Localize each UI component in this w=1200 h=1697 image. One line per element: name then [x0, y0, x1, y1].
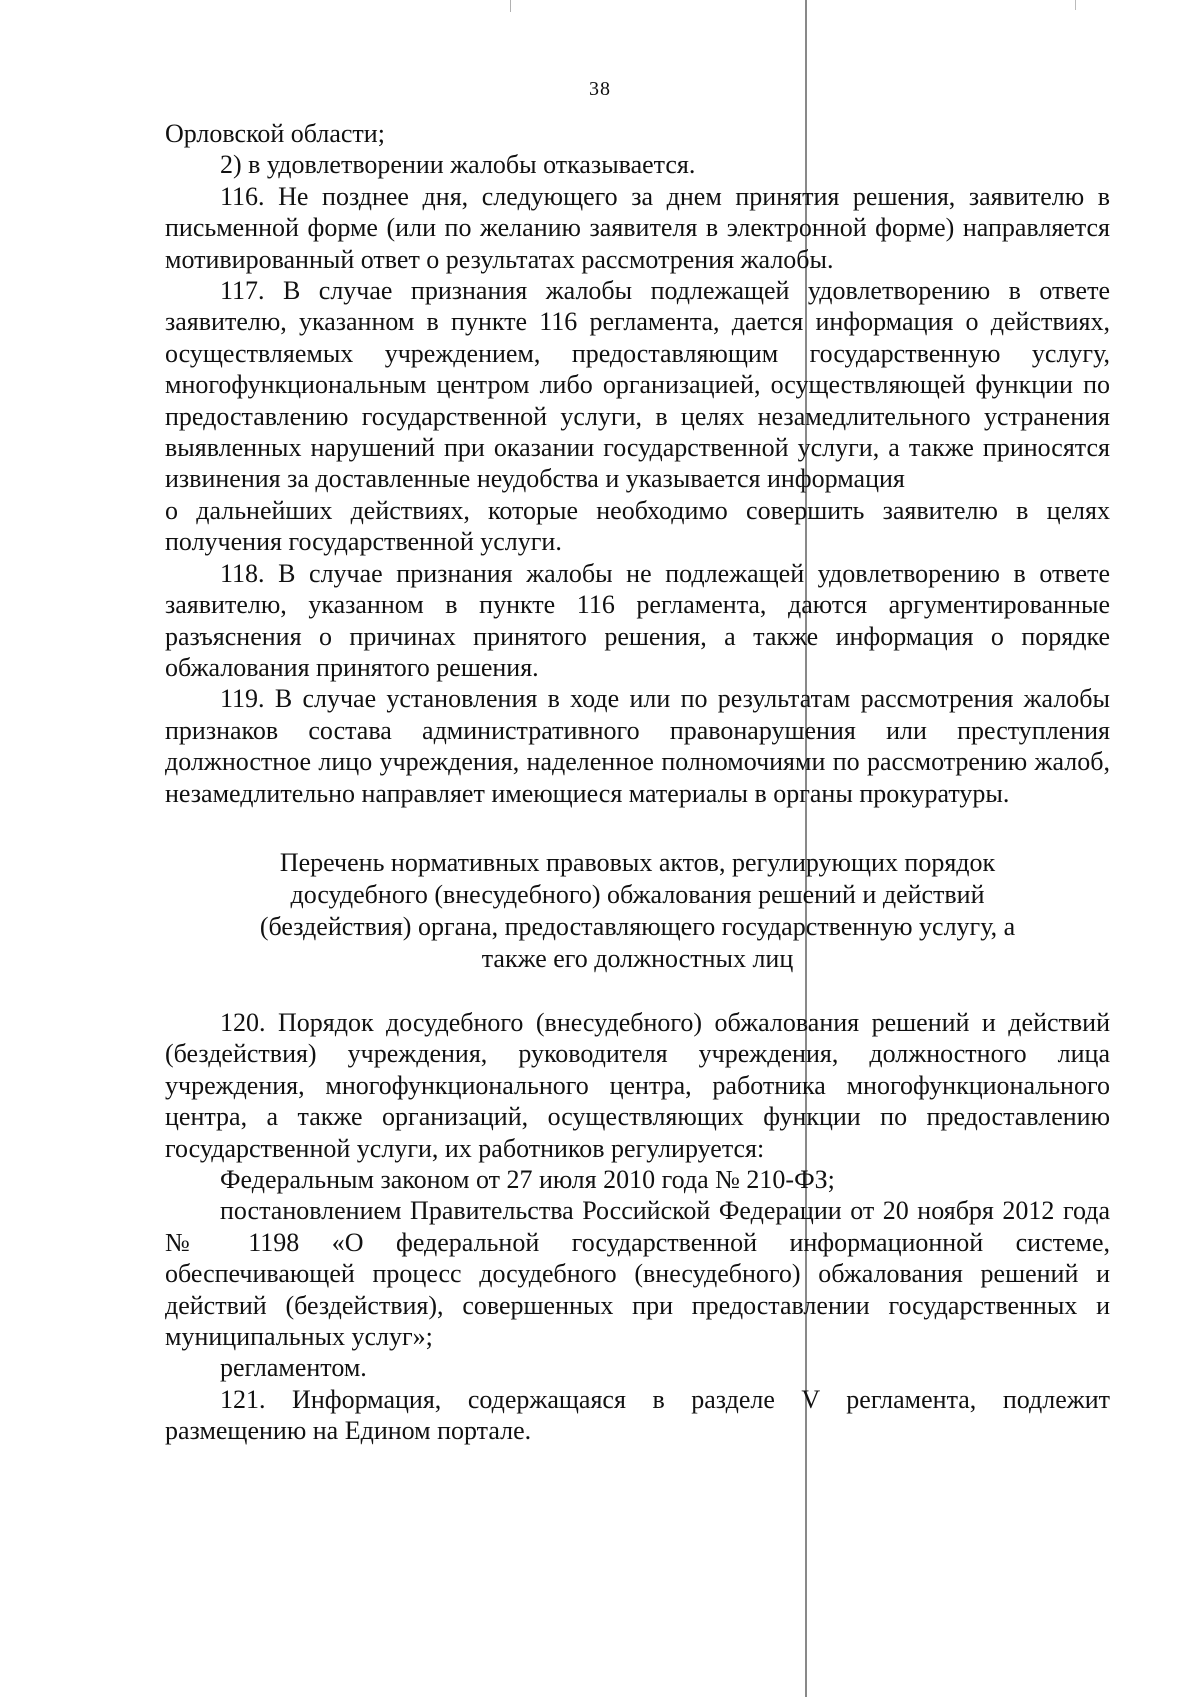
paragraph-121: 121. Информация, содержащаяся в разделе V регламента, подлежит размещению на Едином портале. — [165, 1384, 1110, 1446]
paragraph-federal-law: Федеральным законом от 27 июля 2010 года № 210-ФЗ; — [220, 1164, 835, 1194]
paragraph-118: 118. В случае признания жалобы не подлежащей удовлетворению в ответе заявителю, указанном в пункте 116 регламента, даются аргументированные разъяснения о причинах принятого решения, а также информация о порядке обжалования принятого решения. — [165, 558, 1110, 682]
paragraph-117-continuation: о дальнейших действиях, которые необходимо совершить заявителю в целях получения государственной услуги. — [165, 495, 1110, 557]
paragraph-regulation: регламентом. — [220, 1353, 367, 1383]
page-number: 38 — [589, 78, 611, 100]
paragraph-116: 116. Не позднее дня, следующего за днем принятия решения, заявителю в письменной форме (или по желанию заявителя в электронной форме) направляется мотивированный ответ о результатах рассмотрения жалобы. — [165, 181, 1110, 274]
document-body — [165, 118, 1110, 1447]
scan-artifact-mark — [1075, 0, 1076, 10]
paragraph-item-2: 2) в удовлетворении жалобы отказывается. — [220, 150, 696, 180]
paragraph-119: 119. В случае установления в ходе или по результатам рассмотрения жалобы признаков состава административного правонарушения или преступления должностное лицо учреждения, наделенное полномочиями по рассмотрению жалоб, незамедлительно направляет имеющиеся материалы в органы прокуратуры. — [165, 684, 1110, 808]
paragraph-117: 117. В случае признания жалобы подлежащей удовлетворению в ответе заявителю, указанном в пункте 116 регламента, дается информация о действиях, осуществляемых учреждением, предоставляющим государственную услугу, многофункциональным центром либо организацией, осуществляющей функции по предоставлению государственной услуги, в целях незамедлительного устранения выявленных нарушений при оказании государственной услуги, а также приносятся извинения за доставленные неудобства и указывается информация — [165, 276, 1110, 494]
section-heading: Перечень нормативных правовых актов, регулирующих порядок досудебного (внесудебного) обжалования решений и действий (бездействия) органа, предоставляющего государственную услугу, а также его должностных лиц — [259, 847, 1016, 973]
paragraph-continuation: Орловской области; — [165, 119, 385, 148]
paragraph-120: 120. Порядок досудебного (внесудебного) обжалования решений и действий (бездействия) учреждения, руководителя учреждения, должностного лица учреждения, многофункционального центра, работника многофункционального центра, а также организаций, осуществляющих функции по предоставлению государственной услуги, их работников регулируется: — [165, 1007, 1110, 1163]
scan-artifact-mark — [510, 0, 511, 12]
paragraph-government-decree: постановлением Правительства Российской Федерации от 20 ноября 2012 года № 1198 «О федеральной государственной информационной системе, обеспечивающей процесс досудебного (внесудебного) обжалования решений и действий (бездействия), совершенных при предоставлении государственных и муниципальных услуг»; — [165, 1196, 1110, 1351]
